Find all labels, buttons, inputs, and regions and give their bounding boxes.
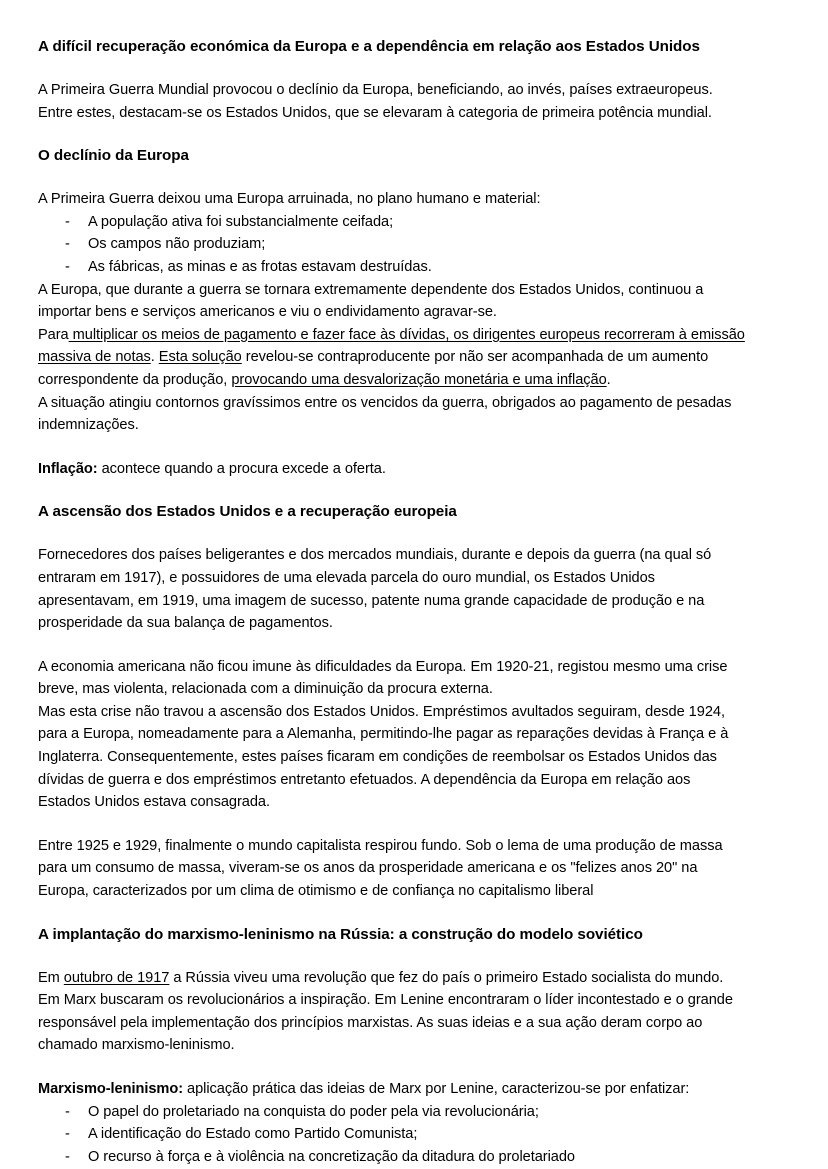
underlined-text-esta-solucao: Esta solução	[158, 349, 242, 366]
declinio-closing-line-1: A situação atingiu contornos gravíssimos entre os vencidos da guerra, obrigados ao pagamento de pesadas	[38, 394, 732, 411]
ascensao-p2-line-4: para a Europa, nomeadamente para a Alemanha, permitindo-lhe pagar as reparações devidas à França e à	[38, 726, 729, 743]
section-heading-ascensao: A ascensão dos Estados Unidos e a recuperação europeia	[38, 503, 457, 521]
ascensao-p2-line-5: Inglaterra. Consequentemente, estes países ficaram em condições de reembolsar os Estados Unidos das	[38, 749, 717, 766]
spacer	[38, 437, 792, 458]
list-item-label: O papel do proletariado na conquista do poder pela via revolucionária;	[88, 1103, 539, 1120]
list-item	[38, 256, 792, 279]
ascensao-p2-line-7: Estados Unidos estava consagrada.	[38, 794, 270, 811]
underlined-text-emissao: multiplicar os meios de pagamento e fazer face às dívidas, os dirigentes europeus recorreram à emissão	[68, 326, 745, 343]
spacer	[38, 57, 792, 79]
underlined-text-massiva-notas: massiva de notas	[38, 349, 151, 366]
bullet-marker: -	[65, 236, 70, 253]
section-heading-declinio: O declínio da Europa	[38, 147, 189, 165]
marxismo-paragraph	[38, 967, 792, 1057]
ascensao-p3-line-1: Entre 1925 e 1929, finalmente o mundo capitalista respirou fundo. Sob o lema de uma produção de massa	[38, 837, 723, 854]
list-item	[38, 233, 792, 256]
marxismo-para-line-4: chamado marxismo-leninismo.	[38, 1037, 235, 1054]
plain-text-correspondente: correspondente da produção,	[38, 371, 232, 388]
list-item-label: A população ativa foi substancialmente ceifada;	[88, 213, 394, 230]
bullet-marker: -	[65, 213, 70, 230]
plain-text-period: .	[150, 349, 159, 366]
bullet-marker: -	[65, 1126, 70, 1143]
spacer	[38, 166, 792, 188]
underlined-text-outubro-1917: outubro de 1917	[63, 969, 170, 986]
ascensao-paragraph-2	[38, 656, 792, 814]
ascensao-p3-line-2: para um consumo de massa, viveram-se os anos da prosperidade americana e os "felizes anos 20" na	[38, 860, 698, 877]
intro-line-2: Entre estes, destacam-se os Estados Unidos, que se elevaram à categoria de primeira potência mundial.	[38, 104, 712, 121]
plain-text-em: Em	[38, 969, 64, 986]
spacer	[38, 1057, 792, 1078]
definition-marxismo-leninismo	[38, 1078, 792, 1101]
declinio-underlined-paragraph	[38, 324, 792, 392]
list-item-label: Os campos não produziam;	[88, 236, 266, 253]
ascensao-paragraph-3	[38, 835, 792, 903]
plain-text-final-period: .	[606, 371, 611, 388]
definition-term-marxismo: Marxismo-leninismo:	[38, 1081, 184, 1097]
spacer	[38, 124, 792, 145]
section-heading-marxismo: A implantação do marxismo-leninismo na Rússia: a construção do modelo soviético	[38, 925, 643, 943]
ascensao-p3-line-3: Europa, caracterizados por um clima de otimismo e de confiança no capitalismo liberal	[38, 883, 594, 900]
marxismo-para-line-3: responsável pela implementação dos princípios marxistas. As suas ideias e a sua ação deram corpo ao	[38, 1014, 703, 1031]
ascensao-p1-line-3: apresentavam, em 1919, uma imagem de sucesso, patente numa grande capacidade de produção e na	[38, 592, 705, 609]
marxismo-para-line-2: Em Marx buscaram os revolucionários a inspiração. Em Lenine encontraram o líder incontestado e o grande	[38, 992, 733, 1009]
spacer	[38, 480, 792, 501]
spacer	[38, 635, 792, 656]
declinio-lead-line: A Primeira Guerra deixou uma Europa arruinada, no plano humano e material:	[38, 191, 541, 208]
underlined-para-line-2	[38, 346, 792, 369]
declinio-after-line-2: importar bens e serviços americanos e viu o endividamento agravar-se.	[38, 304, 497, 321]
list-item-label: A identificação do Estado como Partido Comunista;	[88, 1126, 418, 1143]
definition-text-marxismo: aplicação prática das ideias de Marx por Lenine, caracterizou-se por enfatizar:	[183, 1081, 690, 1097]
ascensao-p2-line-2: breve, mas violenta, relacionada com a diminuição da procura externa.	[38, 681, 493, 698]
ascensao-p1-line-4: prosperidade da sua balança de pagamentos.	[38, 615, 333, 632]
list-item	[38, 211, 792, 234]
intro-line-1: A Primeira Guerra Mundial provocou o declínio da Europa, beneficiando, ao invés, países extraeuropeus.	[38, 82, 713, 98]
bullet-marker: -	[65, 1103, 70, 1120]
list-item	[38, 1123, 792, 1146]
plain-text-russia: a Rússia viveu uma revolução que fez do país o primeiro Estado socialista do mundo.	[169, 969, 724, 986]
underlined-para-line-1	[38, 324, 792, 347]
ascensao-p1-line-2: entraram em 1917), e possuidores de uma elevada parcela do ouro mundial, os Estados Unidos	[38, 569, 655, 586]
underlined-para-line-3	[38, 369, 792, 392]
ascensao-p2-line-1: A economia americana não ficou imune às dificuldades da Europa. Em 1920-21, registou mesmo uma crise	[38, 658, 728, 675]
marxismo-para-line-1	[38, 967, 792, 990]
ascensao-p1-line-1: Fornecedores dos países beligerantes e dos mercados mundiais, durante e depois da guerra (na qual só	[38, 547, 712, 564]
document-body	[38, 36, 792, 1168]
definition-text-inflacao: acontece quando a procura excede a oferta.	[97, 460, 386, 477]
declinio-bullet-list	[38, 211, 792, 279]
definition-inflacao	[38, 458, 792, 481]
list-item	[38, 1101, 792, 1124]
declinio-closing-paragraph	[38, 392, 792, 437]
page-title: A difícil recuperação económica da Europa e a dependência em relação aos Estados Unidos	[38, 38, 700, 55]
list-item-label: O recurso à força e à violência na concretização da ditadura do proletariado	[88, 1148, 576, 1165]
spacer	[38, 814, 792, 835]
ascensao-p2-line-6: dívidas de guerra e dos empréstimos entretanto efetuados. A dependência da Europa em relação aos	[38, 771, 691, 788]
plain-text-para: Para	[38, 326, 69, 343]
list-item-label: As fábricas, as minas e as frotas estavam destruídas.	[88, 258, 432, 275]
bullet-marker: -	[65, 258, 70, 275]
declinio-closing-line-2: indemnizações.	[38, 417, 139, 434]
spacer	[38, 522, 792, 544]
intro-paragraph	[38, 79, 792, 124]
underlined-text-provocando: provocando uma desvalorização monetária e uma inflação	[231, 371, 607, 388]
marxismo-bullet-list	[38, 1101, 792, 1169]
spacer	[38, 945, 792, 967]
plain-text-revelouse: revelou-se contraproducente por não ser acompanhada de um aumento	[241, 349, 709, 366]
ascensao-p2-line-3: Mas esta crise não travou a ascensão dos Estados Unidos. Empréstimos avultados seguiram, desde 1924,	[38, 703, 725, 720]
declinio-after-bullets	[38, 279, 792, 324]
declinio-after-line-1: A Europa, que durante a guerra se tornara extremamente dependente dos Estados Unidos, continuou a	[38, 281, 704, 298]
spacer	[38, 903, 792, 924]
ascensao-paragraph-1	[38, 544, 792, 634]
bullet-marker: -	[65, 1148, 70, 1165]
list-item	[38, 1146, 792, 1169]
definition-term-inflacao: Inflação:	[38, 460, 98, 477]
